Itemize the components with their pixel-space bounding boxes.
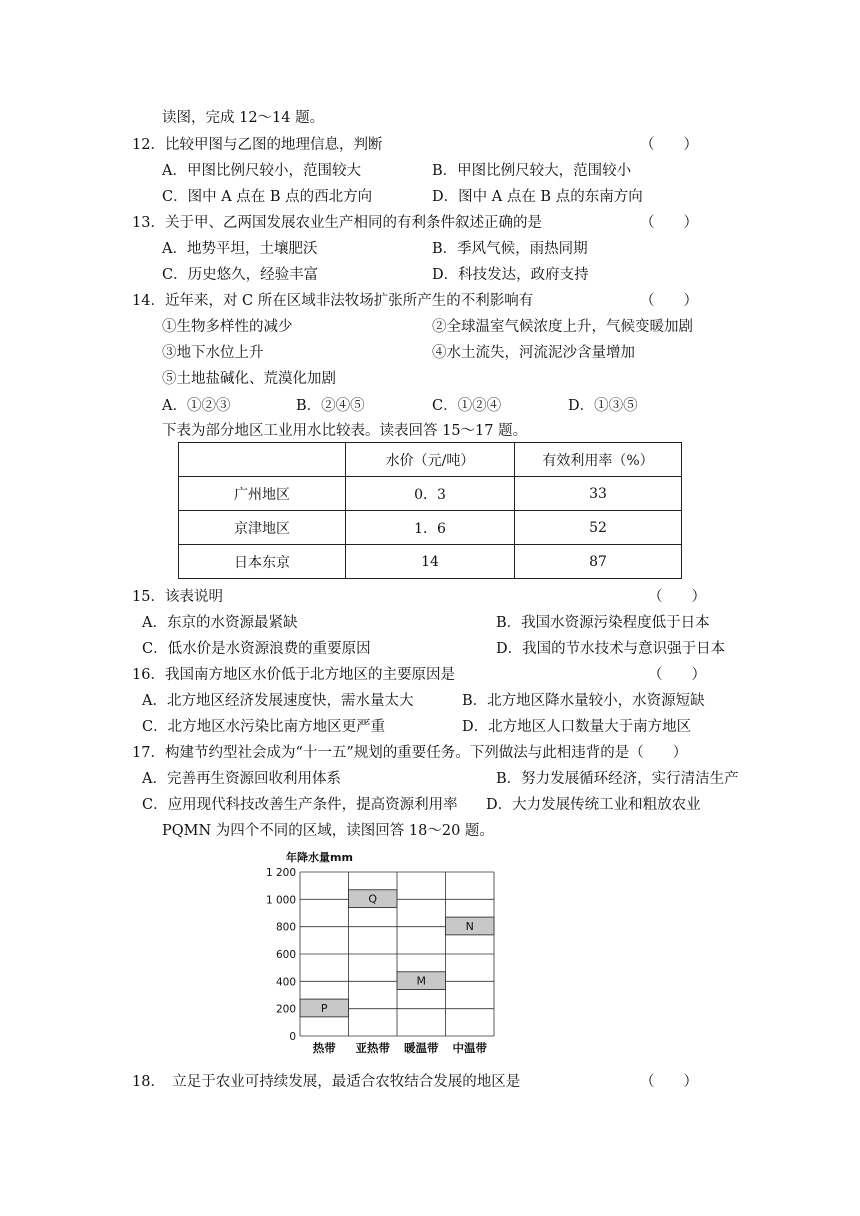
q16-option-b: B．北方地区降水量较小，水资源短缺 bbox=[462, 693, 705, 709]
x-category-label: 热带 bbox=[312, 1041, 336, 1055]
q15-option-d: D．我国的节水技术与意识强于日本 bbox=[496, 641, 726, 657]
precipitation-chart bbox=[264, 848, 504, 1060]
table-cell: 33 bbox=[515, 477, 682, 511]
y-axis-label: 年降水量mm bbox=[286, 851, 353, 864]
table-cell: 14 bbox=[346, 545, 515, 579]
q14-item-2: ②全球温室气候浓度上升，气候变暖加剧 bbox=[432, 319, 693, 335]
q14-option-b: B．②④⑤ bbox=[296, 398, 365, 414]
q12-answer-paren: （ ） bbox=[640, 137, 698, 153]
q16-answer-paren: （ ） bbox=[648, 667, 706, 683]
y-tick-label: 0 bbox=[289, 1031, 296, 1043]
x-category-label: 中温带 bbox=[452, 1041, 487, 1055]
intro-15-17: 下表为部分地区工业用水比较表。读表回答 15～17 题。 bbox=[162, 423, 528, 439]
x-category-label: 暖温带 bbox=[404, 1041, 439, 1055]
table-cell: 0．3 bbox=[346, 477, 515, 511]
table-row bbox=[179, 545, 682, 579]
y-tick-label: 800 bbox=[275, 921, 296, 934]
q13-option-a: A．地势平坦，土壤肥沃 bbox=[162, 241, 318, 257]
q15-option-a: A．东京的水资源最紧缺 bbox=[142, 615, 298, 631]
q14-stem: 14．近年来，对 C 所在区域非法牧场扩张所产生的不利影响有 bbox=[132, 293, 534, 309]
q18-answer-paren: （ ） bbox=[640, 1074, 698, 1090]
water-price-table bbox=[178, 442, 682, 579]
q14-item-1: ①生物多样性的减少 bbox=[162, 319, 293, 335]
q18-stem: 18． 立足于农业可持续发展，最适合农牧结合发展的地区是 bbox=[132, 1074, 521, 1090]
region-label-p: P bbox=[320, 1001, 328, 1015]
q12-option-d: D．图中 A 点在 B 点的东南方向 bbox=[432, 189, 643, 205]
region-label-n: N bbox=[465, 919, 474, 933]
q13-stem: 13．关于甲、乙两国发展农业生产相同的有利条件叙述正确的是 bbox=[132, 215, 542, 231]
y-tick-label: 600 bbox=[275, 949, 296, 961]
q15-option-b: B．我国水资源污染程度低于日本 bbox=[496, 615, 710, 631]
y-tick-label: 200 bbox=[275, 1003, 296, 1016]
q16-option-d: D．北方地区人口数量大于南方地区 bbox=[462, 719, 692, 735]
q14-option-a: A．①②③ bbox=[162, 398, 231, 414]
q13-answer-paren: （ ） bbox=[640, 215, 698, 231]
q17-stem: 17．构建节约型社会成为“十一五”规划的重要任务。下列做法与此相违背的是（ ） bbox=[132, 745, 688, 761]
region-label-q: Q bbox=[368, 892, 378, 906]
q14-option-d: D．①③⑤ bbox=[568, 398, 638, 414]
q15-stem: 15．该表说明 bbox=[132, 589, 223, 605]
table-cell: 1．6 bbox=[346, 511, 515, 545]
q16-option-c: C．北方地区水污染比南方地区更严重 bbox=[142, 719, 386, 735]
q12-stem: 12．比较甲图与乙图的地理信息，判断 bbox=[132, 137, 383, 153]
q13-option-b: B．季风气候，雨热同期 bbox=[432, 241, 588, 257]
q17-option-d: D．大力发展传统工业和粗放农业 bbox=[486, 797, 701, 813]
y-tick-label: 400 bbox=[275, 976, 296, 989]
x-category-label: 亚热带 bbox=[355, 1041, 390, 1055]
intro-12-14: 读图，完成 12～14 题。 bbox=[162, 110, 325, 126]
table-header-row bbox=[179, 443, 682, 477]
y-tick-label: 1 000 bbox=[265, 894, 296, 907]
table-header-cell: 水价（元/吨） bbox=[346, 443, 515, 477]
q14-item-4: ④水土流失，河流泥沙含量增加 bbox=[432, 345, 635, 361]
q17-option-b: B．努力发展循环经济，实行清洁生产 bbox=[496, 771, 739, 787]
q12-option-a: A．甲图比例尺较小，范围较大 bbox=[162, 163, 361, 179]
q16-option-a: A．北方地区经济发展速度快，需水量太大 bbox=[142, 693, 414, 709]
region-label-m: M bbox=[416, 974, 426, 988]
table-row bbox=[179, 511, 682, 545]
q12-option-b: B．甲图比例尺较大，范围较小 bbox=[432, 163, 632, 179]
q15-option-c: C．低水价是水资源浪费的重要原因 bbox=[142, 641, 371, 657]
q14-answer-paren: （ ） bbox=[640, 293, 698, 309]
q14-item-5: ⑤土地盐碱化、荒漠化加剧 bbox=[162, 371, 336, 387]
y-tick-label: 1 200 bbox=[265, 867, 296, 879]
q14-option-c: C．①②④ bbox=[432, 398, 502, 414]
intro-18-20: PQMN 为四个不同的区域，读图回答 18～20 题。 bbox=[162, 823, 494, 839]
q17-option-a: A．完善再生资源回收利用体系 bbox=[142, 771, 341, 787]
table-cell: 广州地区 bbox=[179, 477, 346, 511]
table-cell: 52 bbox=[515, 511, 682, 545]
table-cell: 京津地区 bbox=[179, 511, 346, 545]
q12-option-c: C．图中 A 点在 B 点的西北方向 bbox=[162, 189, 373, 205]
table-cell: 日本东京 bbox=[179, 545, 346, 579]
table-header-cell: 有效利用率（%） bbox=[515, 443, 682, 477]
q15-answer-paren: （ ） bbox=[648, 589, 706, 605]
q13-option-d: D．科技发达，政府支持 bbox=[432, 267, 589, 283]
q17-option-c: C．应用现代科技改善生产条件，提高资源利用率 bbox=[142, 797, 458, 813]
q16-stem: 16．我国南方地区水价低于北方地区的主要原因是 bbox=[132, 667, 455, 683]
q14-item-3: ③地下水位上升 bbox=[162, 345, 264, 361]
table-cell: 87 bbox=[515, 545, 682, 579]
table-row bbox=[179, 477, 682, 511]
table-header-cell bbox=[179, 443, 346, 477]
q13-option-c: C．历史悠久，经验丰富 bbox=[162, 267, 319, 283]
